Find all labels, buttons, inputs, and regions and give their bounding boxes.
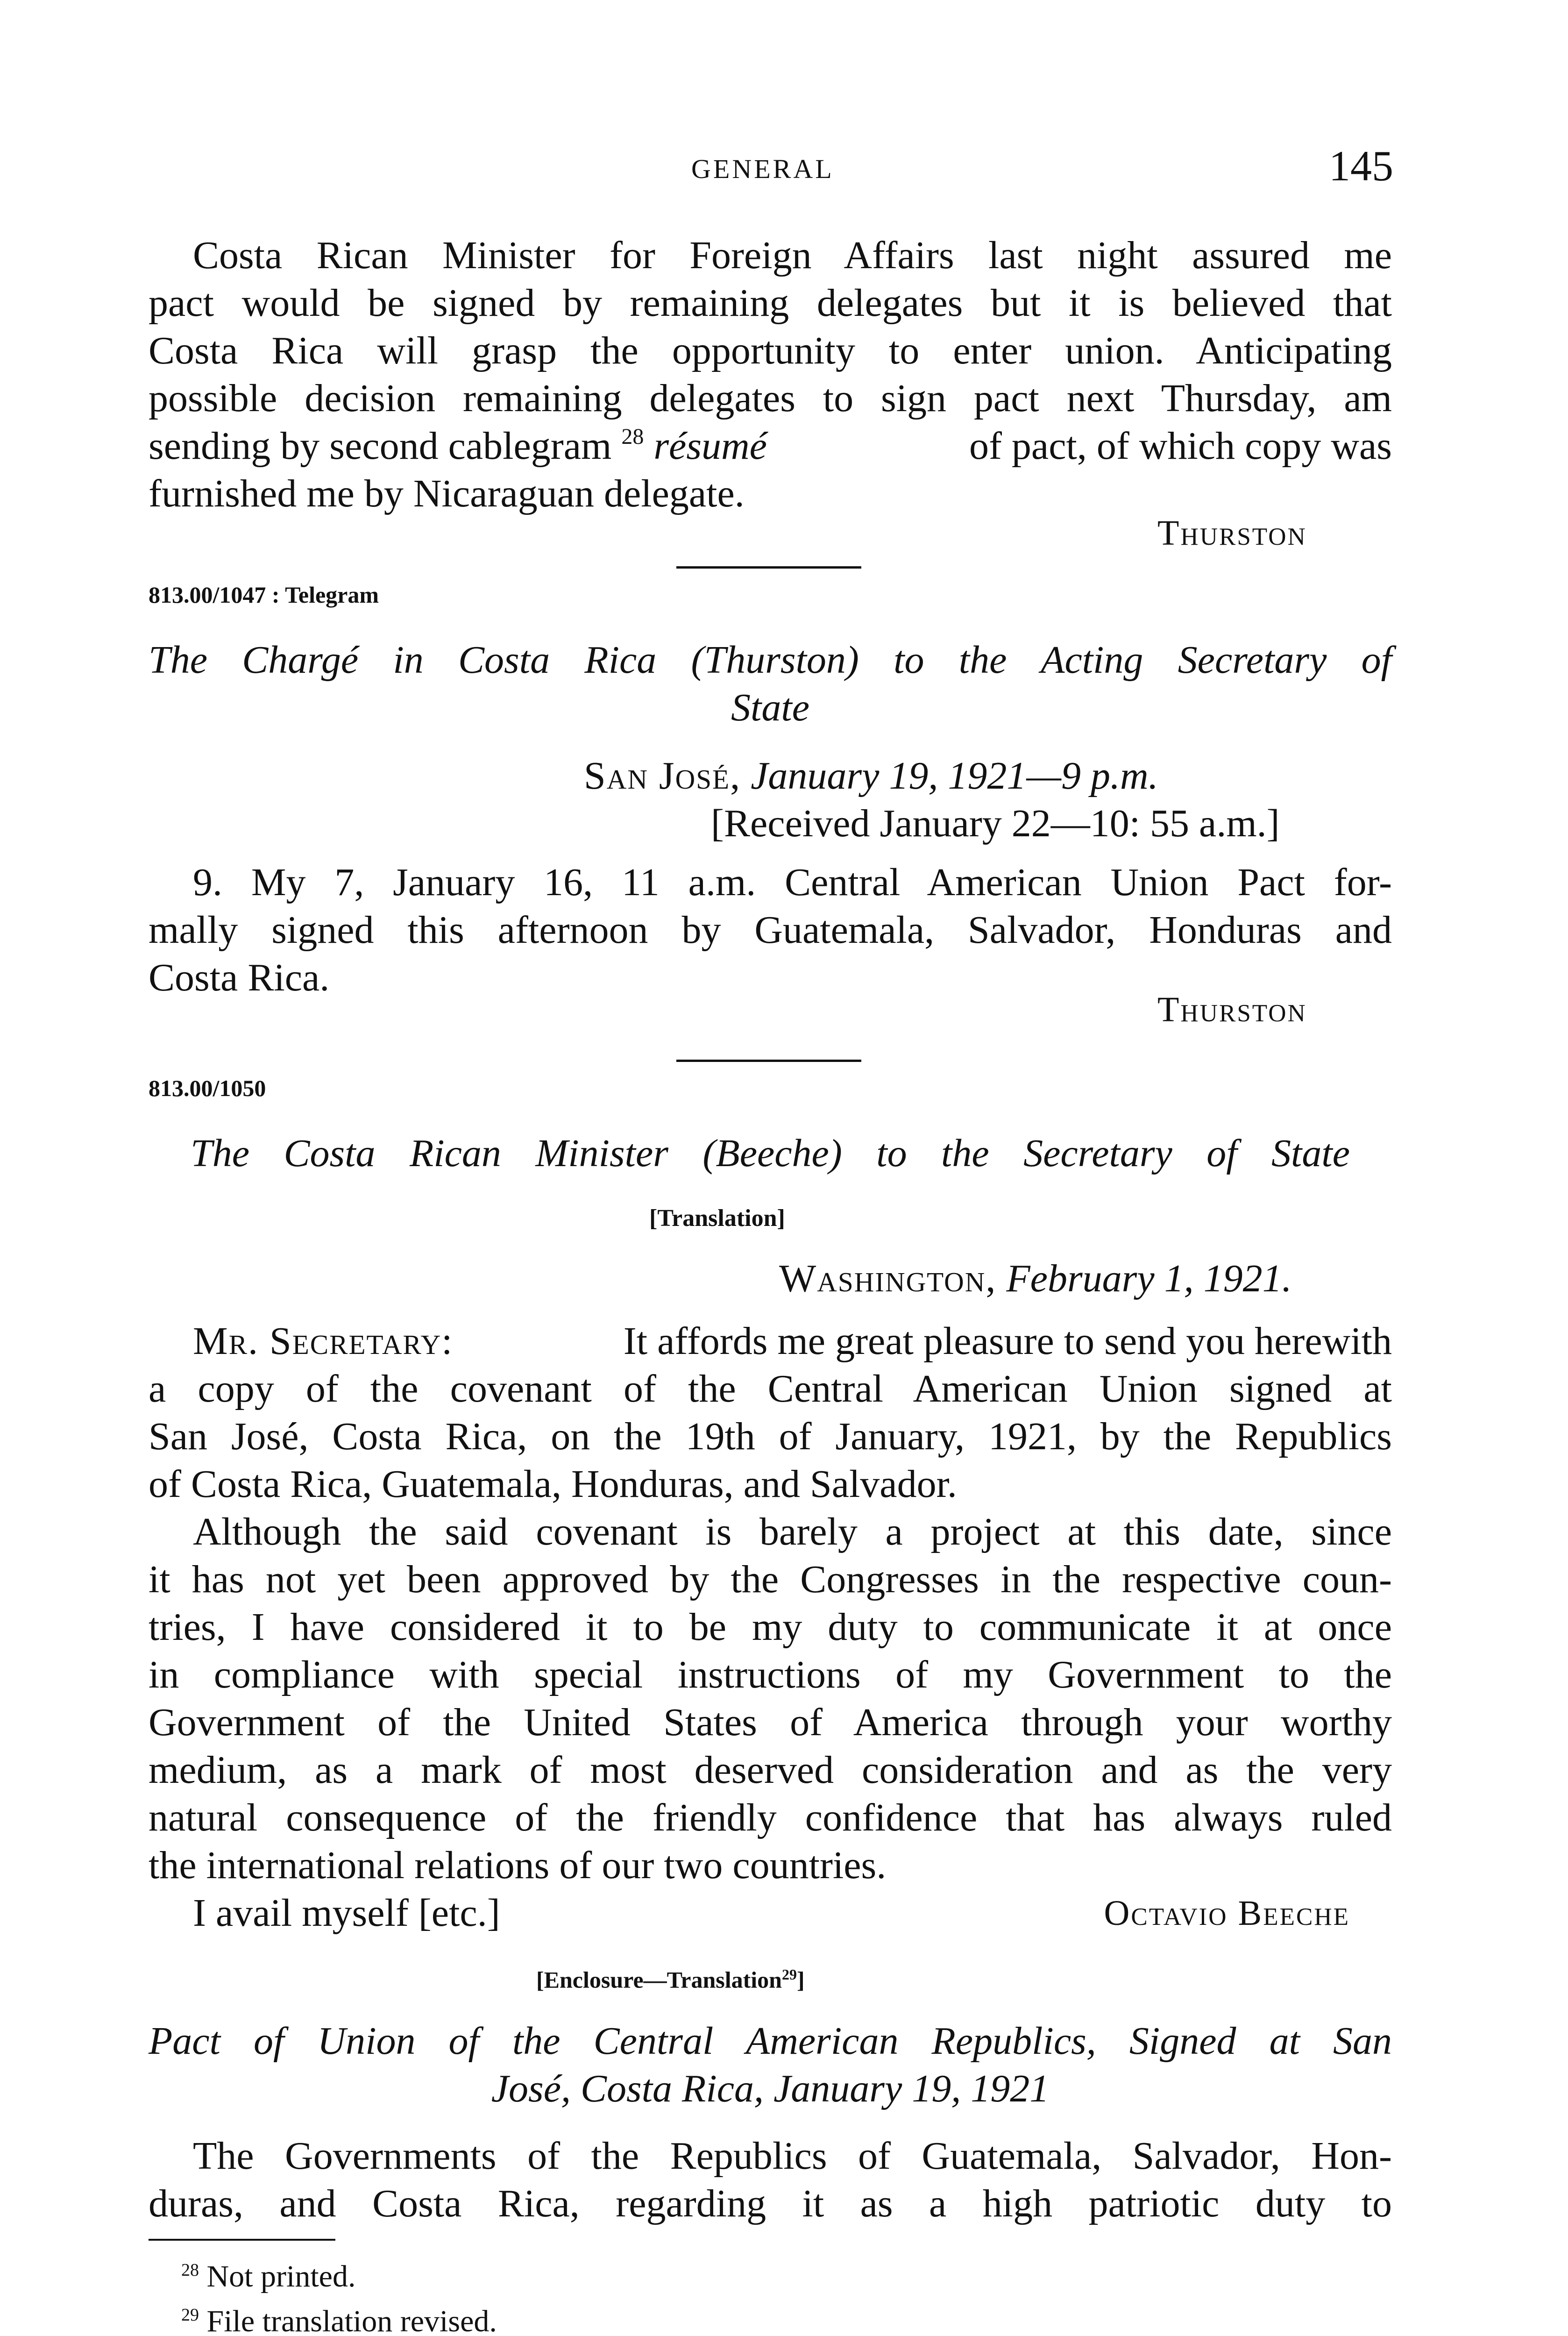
text-line: Although the said covenant is barely a project at this date, since [193, 1510, 1392, 1553]
enclosure-body [149, 2132, 1392, 2228]
divider-rule [676, 566, 861, 569]
text-line: pact would be signed by remaining delegates but it is believed that [149, 281, 1392, 325]
footnote-mark: 29 [181, 2305, 199, 2325]
text-line: 9. My 7, January 16, 11 a.m. Central American Union Pact for- [193, 861, 1392, 904]
signature-beeche: Octavio Beeche [1104, 1894, 1350, 1933]
text-line: Costa Rica. [149, 956, 330, 999]
text-line: tries, I have considered it to be my duty to communicate it at once [149, 1605, 1392, 1649]
text-line: San José, Costa Rica, on the 19th of January, 1921, by the Republics [149, 1415, 1392, 1458]
text-fragment: sending by second cablegram [149, 424, 612, 468]
closing: I avail myself [etc.] [193, 1891, 500, 1935]
text-fragment: of pact, of which copy was [969, 424, 1392, 468]
document-title [149, 636, 1392, 732]
text-line [149, 422, 1392, 470]
enclosure-label-text: [Enclosure—Translation [536, 1966, 782, 1993]
text-line: it has not yet been approved by the Congresses in the respective coun- [149, 1558, 1392, 1601]
dateline [584, 753, 1158, 798]
text-line: duras, and Costa Rica, regarding it as a high patriotic duty to [149, 2182, 1392, 2225]
text-line: medium, as a mark of most deserved consideration and as the very [149, 1748, 1392, 1792]
document-title: The Costa Rican Minister (Beeche) to the Secretary of State [191, 1132, 1350, 1175]
text-fragment: It affords me great pleasure to send you herewith [623, 1319, 1392, 1363]
signature-thurston-1: Thurston [1157, 513, 1307, 553]
text-line: the international relations of our two countries. [149, 1844, 887, 1887]
text-line: natural consequence of the friendly confidence that has always ruled [149, 1796, 1392, 1839]
dateline-place: Washington, [779, 1257, 997, 1300]
footnote-ref: 29 [781, 1966, 797, 1983]
italic-term: résumé [653, 424, 767, 468]
text-line: furnished me by Nicaraguan delegate. [149, 472, 745, 515]
telegram-continuation [149, 232, 1392, 518]
text-line: The Governments of the Republics of Guatemala, Salvador, Hon- [193, 2134, 1392, 2178]
footnotes [181, 2251, 497, 2336]
text-line: Government of the United States of America through your worthy [149, 1701, 1392, 1744]
text-line: Costa Rican Minister for Foreign Affairs last night assured me [193, 234, 1392, 277]
footnote-mark: 28 [181, 2260, 199, 2280]
footnote-rule [149, 2239, 335, 2241]
footnote-text: File translation revised. [206, 2304, 497, 2336]
translation-note: [Translation] [649, 1205, 785, 1232]
enclosure-label-end: ] [796, 1966, 805, 1993]
enclosure-title [149, 2017, 1392, 2113]
text-line [149, 1889, 1392, 1937]
text-line: Costa Rica will grasp the opportunity to enter union. Anticipating [149, 329, 1392, 372]
file-reference: 813.00/1047 : Telegram [149, 582, 379, 608]
page-number: 145 [1329, 142, 1393, 190]
title-line: The Chargé in Costa Rica (Thurston) to the Acting Secretary of [149, 638, 1392, 682]
telegram-body [149, 859, 1392, 1002]
signature-thurston-2: Thurston [1157, 990, 1307, 1029]
text-line [149, 1318, 1392, 1365]
salutation: Mr. Secretary: [193, 1319, 454, 1363]
dateline-place: San José, [584, 754, 741, 798]
footnote-text: Not printed. [206, 2259, 356, 2293]
enclosure-label [536, 1966, 805, 1994]
file-reference: 813.00/1050 [149, 1075, 266, 1101]
dateline-date: January 19, 1921—9 p.m. [751, 754, 1158, 798]
dateline-date: February 1, 1921. [1006, 1257, 1292, 1300]
text-line: a copy of the covenant of the Central American Union signed at [149, 1367, 1392, 1410]
title-line: Pact of Union of the Central American Republics, Signed at San [149, 2019, 1392, 2063]
text-line: of Costa Rica, Guatemala, Honduras, and Salvador. [149, 1462, 957, 1506]
text-line: mally signed this afternoon by Guatemala, Salvador, Honduras and [149, 908, 1392, 952]
text-fragment [149, 422, 767, 470]
footnote [181, 2251, 497, 2296]
divider-rule [676, 1060, 861, 1062]
running-title: GENERAL [691, 154, 834, 184]
received-note: [Received January 22—10: 55 a.m.] [711, 802, 1280, 845]
text-line: possible decision remaining delegates to sign pact next Thursday, am [149, 377, 1392, 420]
title-line: José, Costa Rica, January 19, 1921 [491, 2067, 1050, 2110]
text-line: in compliance with special instructions of my Government to the [149, 1653, 1392, 1696]
dateline [779, 1256, 1292, 1301]
letter-body [149, 1318, 1392, 1937]
footnote-ref: 28 [621, 424, 644, 449]
footnote [181, 2296, 497, 2336]
title-line: State [731, 686, 809, 729]
